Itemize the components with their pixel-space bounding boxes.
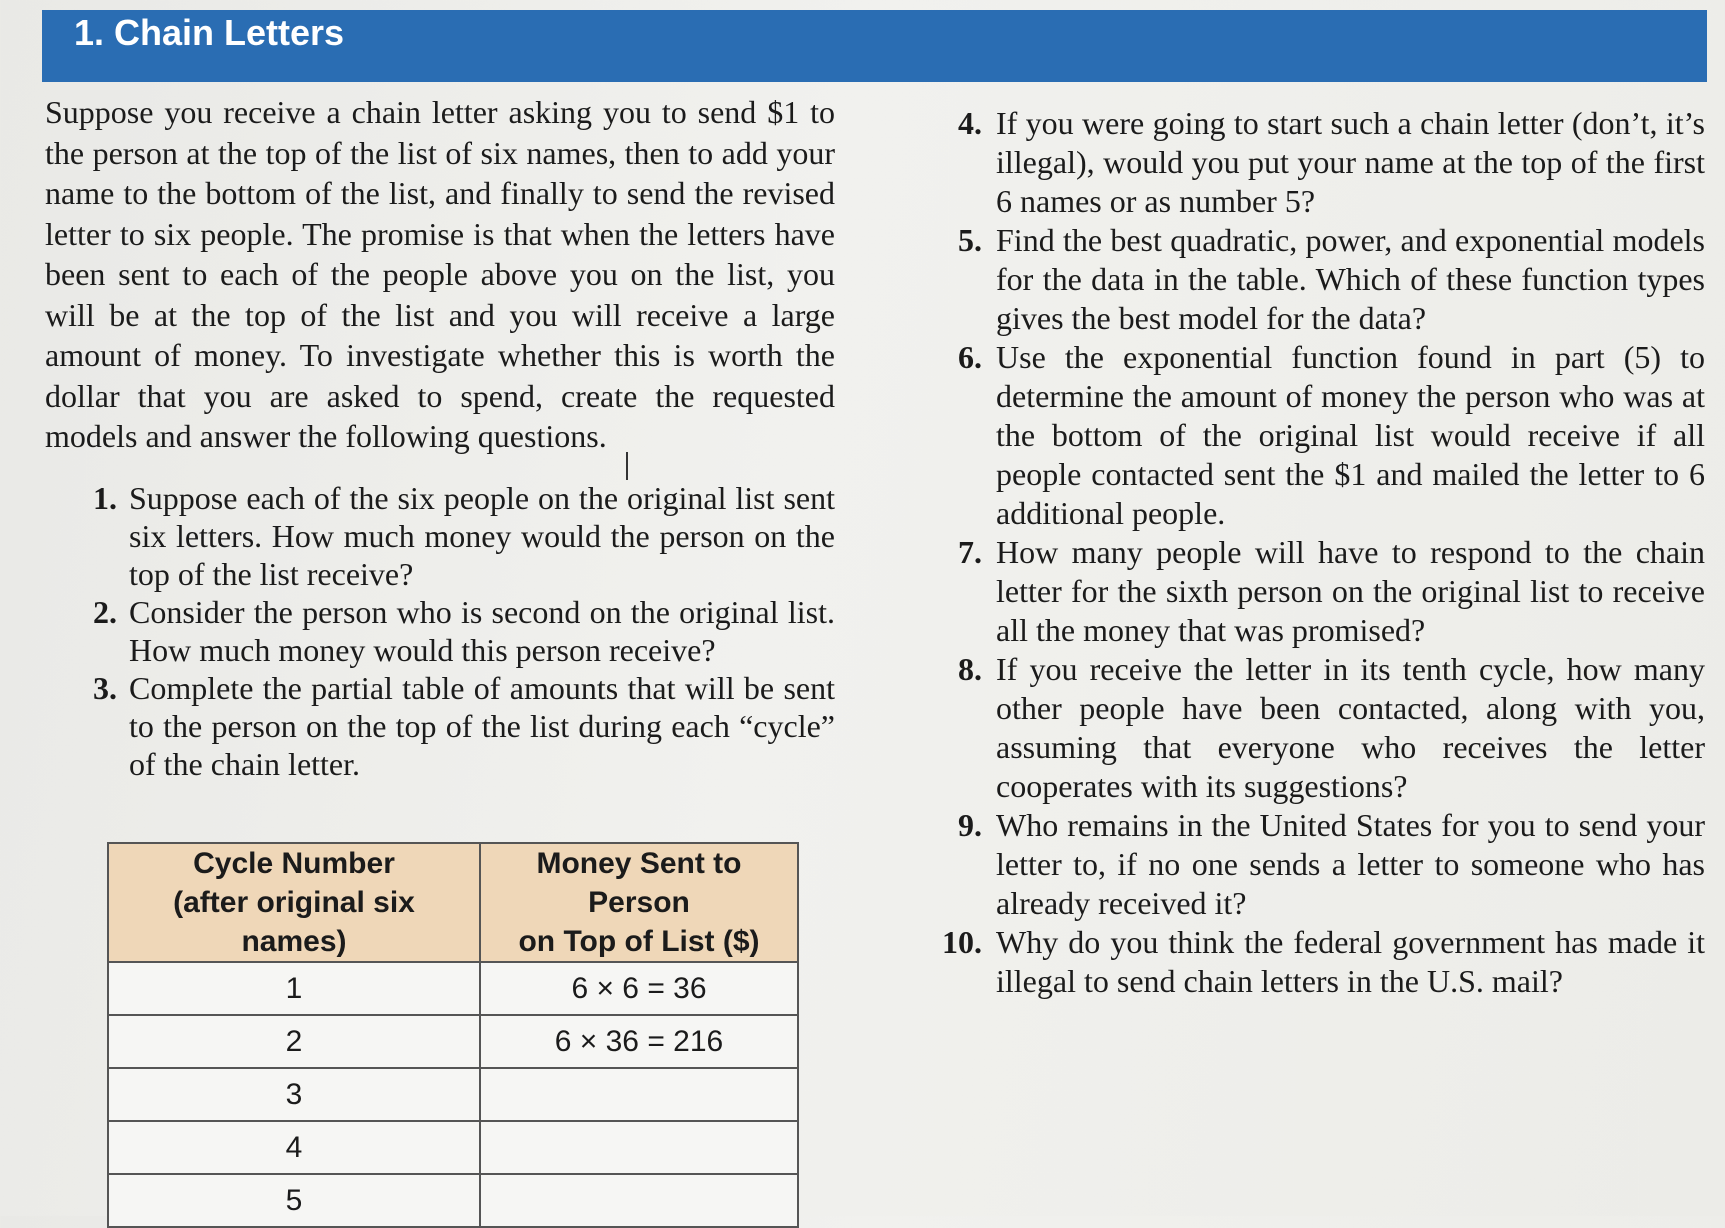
question-number: 1. — [93, 479, 117, 516]
question-text: Use the exponential function found in part (5) to determine the amount of money the person who was at the bottom of the original list would receive if all people contacted sent the $1 and mailed the letter to 6 additional people. — [996, 339, 1705, 531]
question-text: Suppose each of the six people on the original list sent six letters. How much money would the person on the top of the list receive? — [129, 479, 835, 592]
question-list-right — [930, 104, 1705, 1001]
question-item-1 — [75, 479, 835, 593]
column-header-money — [480, 843, 798, 962]
question-number: 10. — [942, 924, 982, 960]
cycle-cell: 4 — [108, 1121, 480, 1174]
cycle-cell: 3 — [108, 1068, 480, 1121]
question-item-5 — [930, 221, 1705, 338]
column-header-cycle — [108, 843, 480, 962]
question-text: Find the best quadratic, power, and exponential models for the data in the table. Which of these function types gives the best model for the data? — [996, 222, 1705, 336]
question-text: Complete the partial table of amounts that will be sent to the person on the top of the list during each “cycle” of the chain letter. — [129, 669, 835, 782]
question-number: 5. — [958, 222, 982, 258]
money-cell — [480, 1068, 798, 1121]
section-title-bar — [42, 10, 1707, 82]
table-row — [108, 1068, 798, 1121]
money-cell: 6 × 36 = 216 — [480, 1015, 798, 1068]
table-row — [108, 962, 798, 1015]
question-text: If you were going to start such a chain letter (don’t, it’s illegal), would you put your name at the top of the first 6 names or as number 5? — [996, 105, 1705, 219]
question-text: Why do you think the federal government has made it illegal to send chain letters in the U.S. mail? — [996, 924, 1705, 999]
question-item-2 — [75, 593, 835, 669]
table-row — [108, 1121, 798, 1174]
header-line: Cycle Number — [193, 847, 395, 880]
cycle-money-table — [107, 842, 799, 1228]
table-row — [108, 1015, 798, 1068]
question-number: 7. — [958, 534, 982, 570]
header-line: (after original six names) — [173, 886, 415, 958]
intro-paragraph: Suppose you receive a chain letter asking you to send $1 to the person at the top of the list of six names, then to add your name to the bottom of the list, and finally to send the revised letter to six people. The promise is that when the letters have been sent to each of the people above you on the list, you will be at the top of the list and you will receive a large amount of money. To investigate whether this is worth the dollar that you are asked to spend, create the requested models and answer the following questions. — [45, 94, 835, 454]
question-list-left — [45, 479, 835, 783]
question-number: 9. — [958, 807, 982, 843]
question-number: 4. — [958, 105, 982, 141]
cycle-cell: 5 — [108, 1174, 480, 1227]
table-row — [108, 1174, 798, 1227]
question-number: 8. — [958, 651, 982, 687]
question-number: 2. — [93, 593, 117, 630]
money-cell: 6 × 6 = 36 — [480, 962, 798, 1015]
question-item-4 — [930, 104, 1705, 221]
money-cell — [480, 1121, 798, 1174]
question-text: Who remains in the United States for you to send your letter to, if no one sends a letter to someone who has already received it? — [996, 807, 1705, 921]
question-item-6 — [930, 338, 1705, 533]
cycle-cell: 1 — [108, 962, 480, 1015]
question-number: 6. — [958, 339, 982, 375]
question-text: If you receive the letter in its tenth cycle, how many other people have been contacted, along with you, assuming that everyone who receives the letter cooperates with its suggestions? — [996, 651, 1705, 804]
question-number: 3. — [93, 669, 117, 706]
question-item-8 — [930, 650, 1705, 806]
question-item-3 — [75, 669, 835, 783]
text-cursor-icon — [626, 452, 628, 480]
cycle-cell: 2 — [108, 1015, 480, 1068]
money-cell — [480, 1174, 798, 1227]
left-column — [45, 92, 835, 783]
table-header-row — [108, 843, 798, 962]
section-title: 1. Chain Letters — [74, 12, 345, 53]
question-item-10 — [930, 923, 1705, 1001]
header-line: on Top of List ($) — [518, 925, 760, 958]
question-text: Consider the person who is second on the original list. How much money would this person receive? — [129, 593, 835, 668]
question-item-7 — [930, 533, 1705, 650]
right-column — [930, 104, 1705, 1001]
question-item-9 — [930, 806, 1705, 923]
question-text: How many people will have to respond to the chain letter for the sixth person on the original list to receive all the money that was promised? — [996, 534, 1705, 648]
header-line: Money Sent to Person — [536, 847, 742, 919]
